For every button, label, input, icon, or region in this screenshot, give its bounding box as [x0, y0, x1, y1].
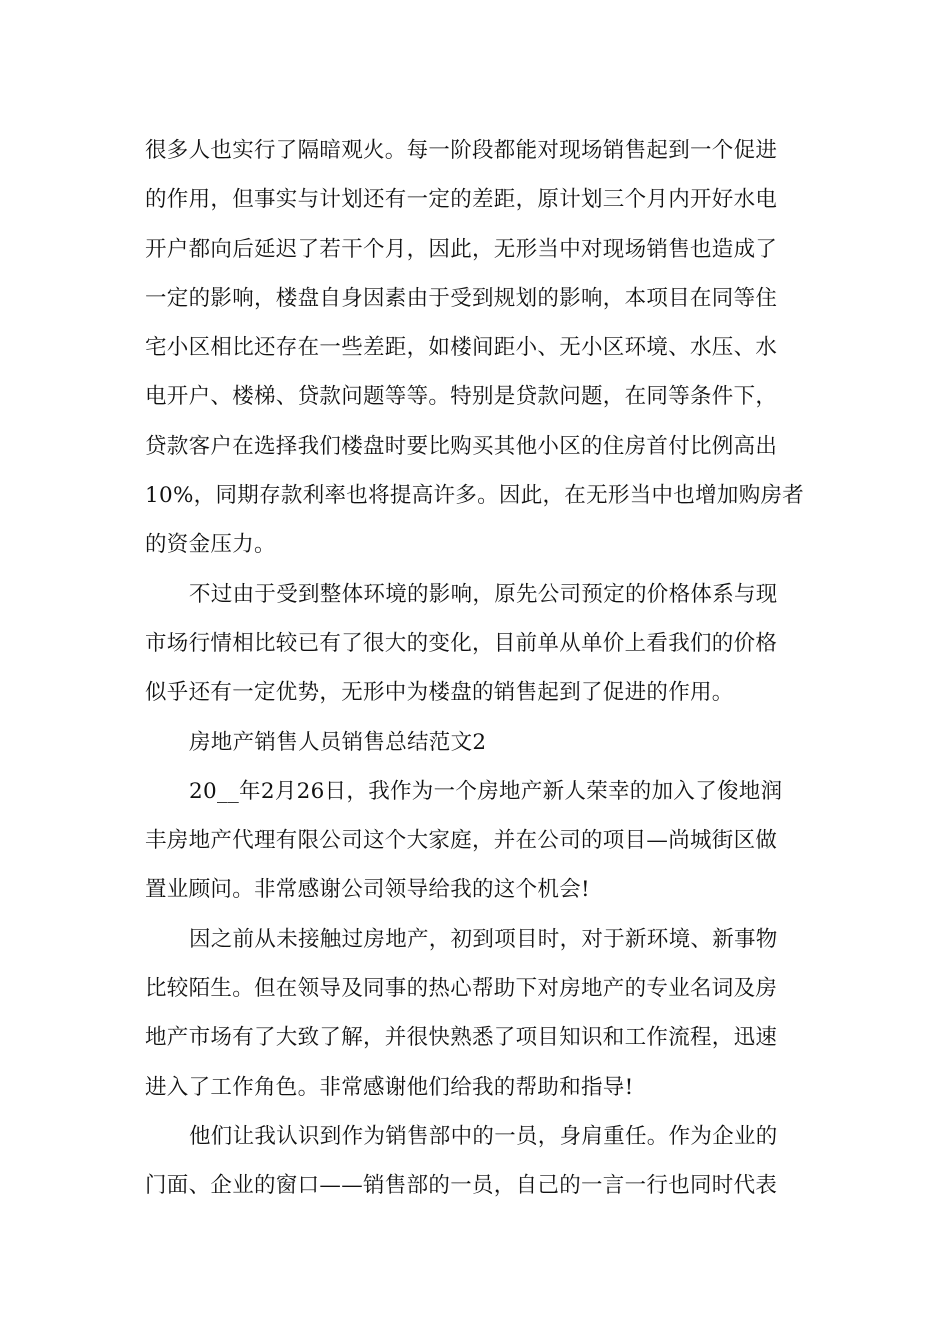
- text-line: 置业顾问。非常感谢公司领导给我的这个机会!: [145, 877, 590, 903]
- text-line: 比较陌生。但在领导及同事的热心帮助下对房地产的专业名词及房: [145, 976, 778, 1002]
- text-line: 宅小区相比还存在一些差距，如楼间距小、无小区环境、水压、水: [145, 335, 778, 361]
- text-line: 地产市场有了大致了解，并很快熟悉了项目知识和工作流程，迅速: [145, 1025, 778, 1051]
- section-heading: 房地产销售人员销售总结范文2: [189, 729, 487, 755]
- paragraph-start-line: 他们让我认识到作为销售部中的一员，身肩重任。作为企业的: [189, 1123, 778, 1149]
- document-body: [145, 126, 815, 1211]
- text-line: 的作用，但事实与计划还有一定的差距，原计划三个月内开好水电: [145, 187, 778, 213]
- text-line: 电开户、楼梯、贷款问题等等。特别是贷款问题，在同等条件下，: [145, 384, 778, 410]
- paragraph-start-line: 20__年2月26日，我作为一个房地产新人荣幸的加入了俊地润: [189, 778, 783, 804]
- text-line: 一定的影响，楼盘自身因素由于受到规划的影响，本项目在同等住: [145, 285, 778, 311]
- text-line: 贷款客户在选择我们楼盘时要比购买其他小区的住房首付比例高出: [145, 433, 778, 459]
- text-line: 进入了工作角色。非常感谢他们给我的帮助和指导!: [145, 1074, 634, 1100]
- paragraph-start-line: 不过由于受到整体环境的影响，原先公司预定的价格体系与现: [189, 581, 778, 607]
- text-line: 10%，同期存款利率也将提高许多。因此，在无形当中也增加购房者: [145, 483, 805, 509]
- text-line: 门面、企业的窗口——销售部的一员，自己的一言一行也同时代表: [145, 1173, 778, 1199]
- text-line: 丰房地产代理有限公司这个大家庭，并在公司的项目—尚城街区做: [145, 828, 778, 854]
- text-line: 市场行情相比较已有了很大的变化，目前单从单价上看我们的价格: [145, 630, 778, 656]
- paragraph-start-line: 因之前从未接触过房地产，初到项目时，对于新环境、新事物: [189, 926, 778, 952]
- text-line: 很多人也实行了隔暗观火。每一阶段都能对现场销售起到一个促进: [145, 138, 778, 163]
- text-line: 开户都向后延迟了若干个月，因此，无形当中对现场销售也造成了: [145, 236, 778, 262]
- text-line: 似乎还有一定优势，无形中为楼盘的销售起到了促进的作用。: [145, 680, 734, 706]
- text-line: 的资金压力。: [145, 532, 276, 558]
